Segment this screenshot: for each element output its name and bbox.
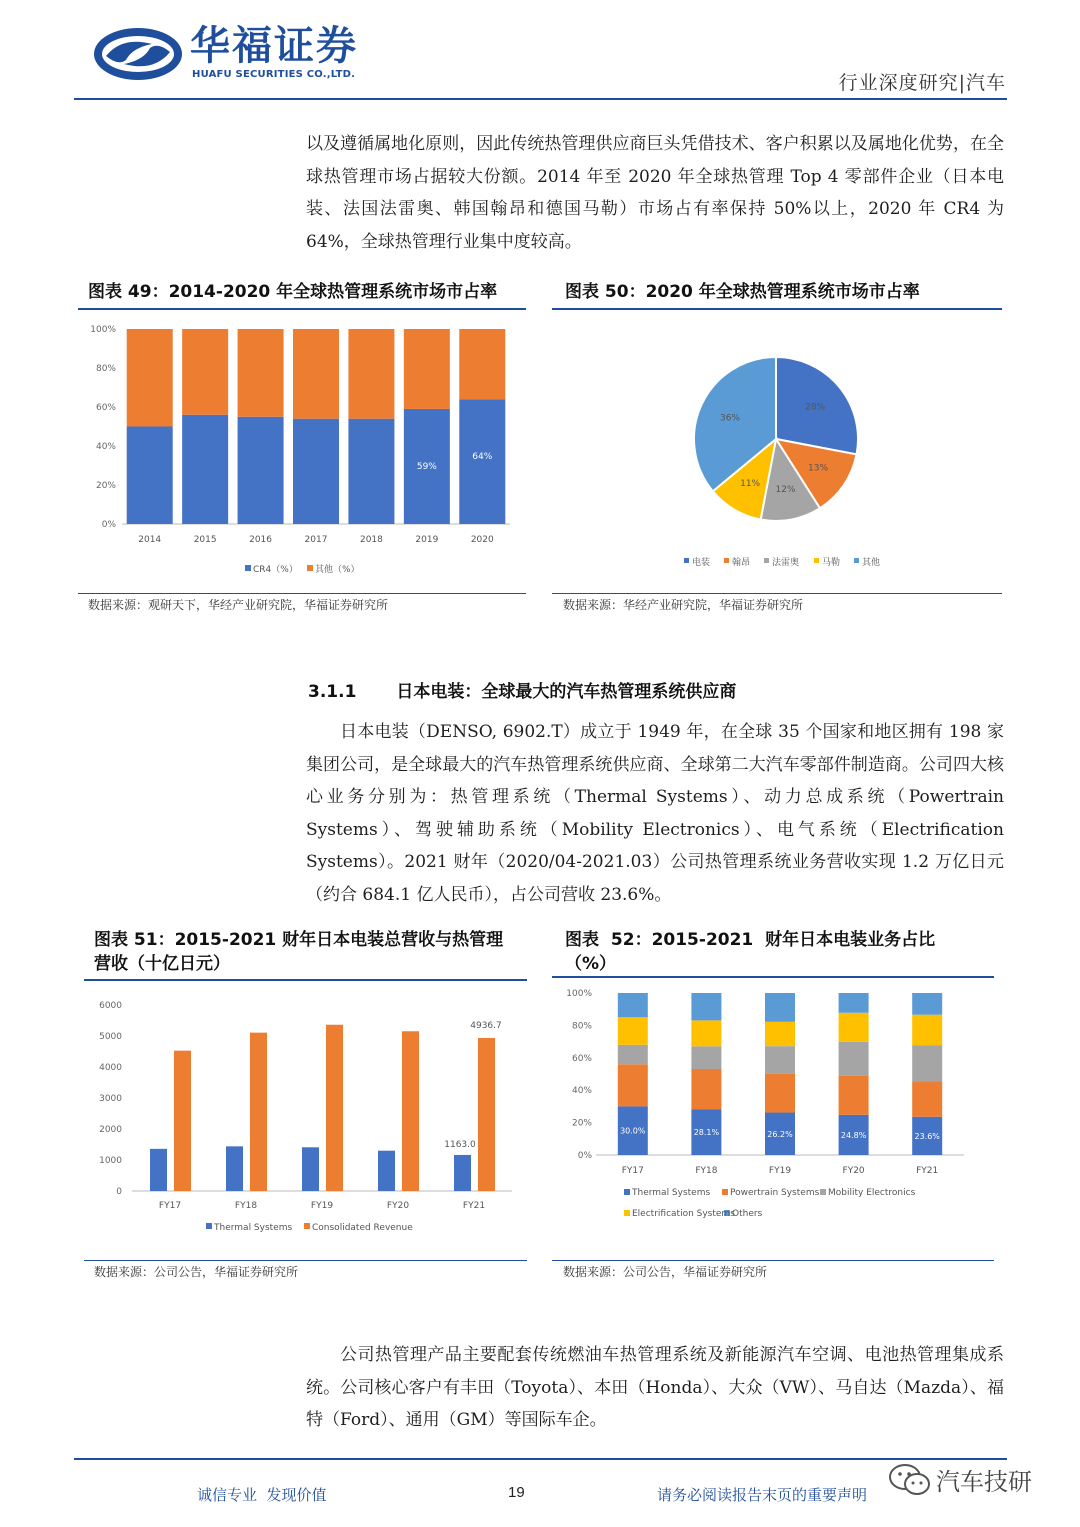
fig52-chart: [552, 982, 994, 1256]
fig51-bottom-rule: [84, 1260, 527, 1261]
report-type: 行业深度研究|汽车: [838, 72, 1006, 94]
fig49-ytick: 20%: [95, 481, 116, 491]
fig52-bar-segment: [618, 1017, 648, 1045]
fig51-chart: [84, 986, 527, 1256]
fig51-xtick: FY21: [462, 1201, 486, 1211]
fig52-legend-label: Mobility Electronics: [828, 1188, 916, 1198]
fig50-bottom-rule: [552, 593, 1002, 594]
fig51-source: 数据来源：公司公告，华福证券研究所: [94, 1265, 299, 1279]
fig49-bar-other: [293, 329, 339, 419]
fig51-ytick: 3000: [99, 1094, 122, 1104]
fig51-ytick: 4000: [99, 1063, 122, 1073]
wechat-icon: [888, 1463, 932, 1497]
fig52-legend-swatch: [624, 1210, 630, 1216]
fig49-source: 数据来源：观研天下，华经产业研究院，华福证券研究所: [88, 598, 389, 612]
fig52-xtick: FY21: [916, 1166, 939, 1176]
header-rule: [74, 98, 1007, 100]
fig51-title: [94, 928, 503, 976]
fig52-bar-segment: [912, 1045, 942, 1081]
fig52-bar-segment: [691, 1020, 721, 1046]
fig50-chart: [552, 314, 1002, 590]
fig51-annotation: 4936.7: [470, 1020, 502, 1031]
fig52-xtick: FY18: [695, 1166, 718, 1176]
company-name-cn: 华福证券: [190, 23, 358, 69]
footer-disclaimer: 请务必阅读报告末页的重要声明: [657, 1486, 868, 1504]
fig52-source: 数据来源：公司公告，华福证券研究所: [563, 1265, 768, 1279]
fig51-ytick: 0: [116, 1187, 122, 1197]
fig50-legend-swatch: [724, 558, 729, 563]
fig52-bar-segment: [912, 1015, 942, 1046]
fig51-bar-revenue: [174, 1051, 191, 1191]
fig52-xtick: FY19: [768, 1166, 792, 1176]
fig52-data-label: 26.2%: [767, 1129, 793, 1139]
fig50-slice-label: 36%: [719, 413, 741, 424]
section-heading: [308, 677, 736, 702]
fig49-data-label: 59%: [416, 461, 437, 472]
section-number: 3.1.1: [308, 682, 357, 702]
fig49-ytick: 60%: [95, 403, 116, 413]
fig52-ytick: 20%: [571, 1118, 592, 1129]
fig49-legend-label: CR4（%）: [253, 565, 298, 575]
fig52-ytick: 40%: [571, 1086, 592, 1097]
fig52-bar-segment: [765, 1022, 795, 1046]
fig49-xtick: 2019: [415, 535, 439, 545]
fig49-bar-cr4: [127, 427, 173, 525]
fig49-ytick: 100%: [90, 325, 116, 335]
fig52-bar-segment: [839, 1013, 869, 1042]
fig52-data-label: 28.1%: [693, 1128, 720, 1138]
footer-rule: [74, 1458, 1007, 1460]
fig52-legend-swatch: [722, 1189, 728, 1195]
section-title: 日本电装：全球最大的汽车热管理系统供应商: [396, 682, 737, 702]
fig49-legend-swatch: [307, 565, 313, 571]
fig51-xtick: FY20: [386, 1201, 410, 1211]
fig49-bar-other: [348, 329, 394, 419]
fig49-legend-label: 其他（%）: [315, 565, 360, 575]
fig51-title-line2: 营收（十亿日元）: [94, 954, 230, 974]
fig51-bar-thermal: [378, 1151, 395, 1191]
page-number: 19: [508, 1484, 525, 1501]
fig50-legend-label: 法雷奥: [772, 558, 800, 568]
fig52-bar-segment: [618, 1064, 648, 1106]
fig51-bar-revenue: [326, 1025, 343, 1191]
fig52-title: [565, 928, 935, 976]
fig52-bar-segment: [765, 993, 795, 1022]
fig50-slice-label: 28%: [805, 402, 826, 413]
fig49-bar-cr4: [238, 417, 284, 524]
fig52-ytick: 0%: [577, 1151, 592, 1161]
fig52-ytick: 80%: [571, 1021, 592, 1032]
fig52-ytick: 60%: [571, 1053, 592, 1064]
company-name-en: HUAFU SECURITIES CO.,LTD.: [192, 69, 356, 80]
fig52-bar-segment: [912, 1081, 942, 1117]
fig51-legend-label: Thermal Systems: [214, 1223, 293, 1233]
fig49-bar-cr4: [182, 415, 228, 524]
fig51-bar-thermal: [454, 1155, 471, 1191]
fig51-legend-label: Consolidated Revenue: [312, 1223, 413, 1233]
fig52-title-rule: [552, 976, 994, 978]
fig50-slice-label: 13%: [808, 463, 829, 474]
fig52-xtick: FY17: [621, 1166, 644, 1176]
fig49-xtick: 2016: [249, 535, 273, 545]
fig51-xtick: FY19: [310, 1201, 334, 1211]
fig52-xtick: FY20: [842, 1166, 865, 1176]
fig52-bar-segment: [618, 1045, 648, 1064]
intro-paragraph: 以及遵循属地化原则，因此传统热管理供应商巨头凭借技术、客户积累以及属地化优势，在全球热管理市场占据较大份额。2014 年至 2020 年全球热管理 Top 4 零部件企业（日本电装、法国法雷奥、韩国翰昂和德国马勒）市场占有率保持 50%以上，2020 年 CR4 为 64%，全球热管理行业集中度较高。: [306, 134, 1004, 252]
denso-paragraph: 日本电装（DENSO, 6902.T）成立于 1949 年，在全球 35 个国家和地区拥有 198 家集团公司，是全球最大的汽车热管理系统供应商、全球第二大汽车零部件制造商。公司四大核心业务分别为：热管理系统（Thermal Systems）、动力总成系统（Powertrain Systems）、驾驶辅助系统（Mobility Electronics）、电气系统（Electrification Systems）。2021 财年（2020/04-2021.03）公司热管理系统业务营收实现 1.2 万亿日元（约合 684.1 亿人民币），占公司营收 23.6%。: [306, 722, 1004, 905]
fig50-legend-label: 电装: [692, 558, 711, 568]
fig51-ytick: 1000: [99, 1156, 122, 1166]
fig51-legend-swatch: [206, 1223, 212, 1229]
fig52-bar-segment: [691, 1046, 721, 1069]
fig51-xtick: FY18: [234, 1201, 258, 1211]
fig52-bar-segment: [765, 1046, 795, 1074]
fig52-legend-label: Powertrain Systems: [730, 1188, 820, 1198]
fig50-legend-label: 马勒: [822, 558, 841, 568]
footer-slogan: 诚信专业 发现价值: [197, 1486, 327, 1504]
fig49-bar-other: [127, 329, 173, 427]
fig51-bar-revenue: [250, 1033, 267, 1191]
fig49-xtick: 2020: [470, 535, 494, 545]
fig49-chart: [78, 314, 526, 590]
fig51-bar-thermal: [150, 1149, 167, 1191]
fig52-legend-swatch: [624, 1189, 630, 1195]
fig52-bar-segment: [839, 1042, 869, 1076]
fig50-legend-swatch: [854, 558, 859, 563]
fig49-title: 图表 49：2014-2020 年全球热管理系统市场市占率: [88, 282, 498, 302]
huafu-logo-icon: [92, 26, 184, 82]
fig50-legend-swatch: [814, 558, 819, 563]
fig52-bar-segment: [765, 1074, 795, 1113]
fig50-slice-label: 11%: [740, 478, 761, 489]
fig51-legend-swatch: [304, 1223, 310, 1229]
watermark: [888, 1462, 1032, 1497]
closing-paragraph: 公司热管理产品主要配套传统燃油车热管理系统及新能源汽车空调、电池热管理集成系统。公司核心客户有丰田（Toyota）、本田（Honda）、大众（VW）、马自达（Mazda）、福特（Ford）、通用（GM）等国际车企。: [306, 1345, 1004, 1430]
fig49-bar-cr4: [348, 419, 394, 524]
fig52-legend-swatch: [820, 1189, 826, 1195]
fig52-bar-segment: [912, 993, 942, 1015]
fig51-bar-revenue: [402, 1031, 419, 1191]
fig49-xtick: 2015: [193, 535, 217, 545]
fig52-bar-segment: [691, 1069, 721, 1110]
fig49-bar-other: [238, 329, 284, 417]
fig52-bar-segment: [691, 993, 721, 1020]
fig49-xtick: 2018: [359, 535, 383, 545]
fig52-bar-segment: [618, 993, 648, 1017]
fig49-xtick: 2014: [138, 535, 162, 545]
fig51-title-rule: [84, 979, 527, 981]
fig52-ytick: 100%: [566, 989, 592, 999]
fig49-bar-other: [459, 329, 505, 399]
fig51-ytick: 5000: [99, 1032, 122, 1042]
fig50-legend-swatch: [764, 558, 769, 563]
fig49-data-label: 64%: [472, 452, 493, 463]
fig49-bottom-rule: [78, 593, 526, 594]
fig51-ytick: 6000: [99, 1001, 122, 1011]
fig52-data-label: 23.6%: [914, 1131, 940, 1141]
fig51-xtick: FY17: [158, 1201, 182, 1211]
fig52-legend-label: Thermal Systems: [632, 1188, 711, 1198]
page-header: [0, 0, 1080, 102]
fig49-bar-other: [404, 329, 450, 409]
fig50-title-rule: [552, 308, 1002, 310]
fig51-bar-thermal: [226, 1146, 243, 1191]
fig52-bar-segment: [839, 993, 869, 1013]
fig52-bottom-rule: [552, 1260, 994, 1261]
fig50-source: 数据来源：华经产业研究院，华福证券研究所: [563, 598, 804, 612]
fig50-legend-swatch: [684, 558, 689, 563]
fig51-ytick: 2000: [99, 1125, 122, 1135]
fig49-legend-swatch: [245, 565, 251, 571]
fig52-title-line1: 图表 52：2015-2021 财年日本电装业务占比: [565, 930, 936, 950]
fig50-title: 图表 50：2020 年全球热管理系统市场市占率: [565, 282, 920, 302]
watermark-text: 汽车技研: [936, 1468, 1032, 1496]
fig51-bar-thermal: [302, 1147, 319, 1191]
fig52-data-label: 30.0%: [620, 1126, 646, 1136]
fig49-bar-cr4: [293, 419, 339, 524]
fig52-legend-label: Electrification Systems: [632, 1209, 735, 1219]
fig50-slice-label: 12%: [775, 484, 796, 495]
fig52-data-label: 24.8%: [840, 1130, 867, 1140]
fig49-ytick: 40%: [95, 442, 116, 452]
fig49-xtick: 2017: [304, 535, 328, 545]
fig49-bar-other: [182, 329, 228, 415]
fig49-title-rule: [78, 308, 526, 310]
fig49-ytick: 0%: [101, 520, 116, 530]
fig50-legend-label: 其他: [862, 558, 881, 568]
fig51-title-line1: 图表 51：2015-2021 财年日本电装总营收与热管理: [94, 930, 504, 950]
fig51-annotation: 1163.0: [444, 1139, 476, 1150]
fig52-bar-segment: [839, 1076, 869, 1115]
fig52-title-line2: （%）: [565, 954, 617, 974]
fig50-legend-label: 翰昂: [732, 558, 751, 568]
fig52-legend-label: Others: [732, 1209, 763, 1219]
fig51-bar-revenue: [478, 1038, 495, 1191]
fig49-ytick: 80%: [95, 364, 116, 374]
